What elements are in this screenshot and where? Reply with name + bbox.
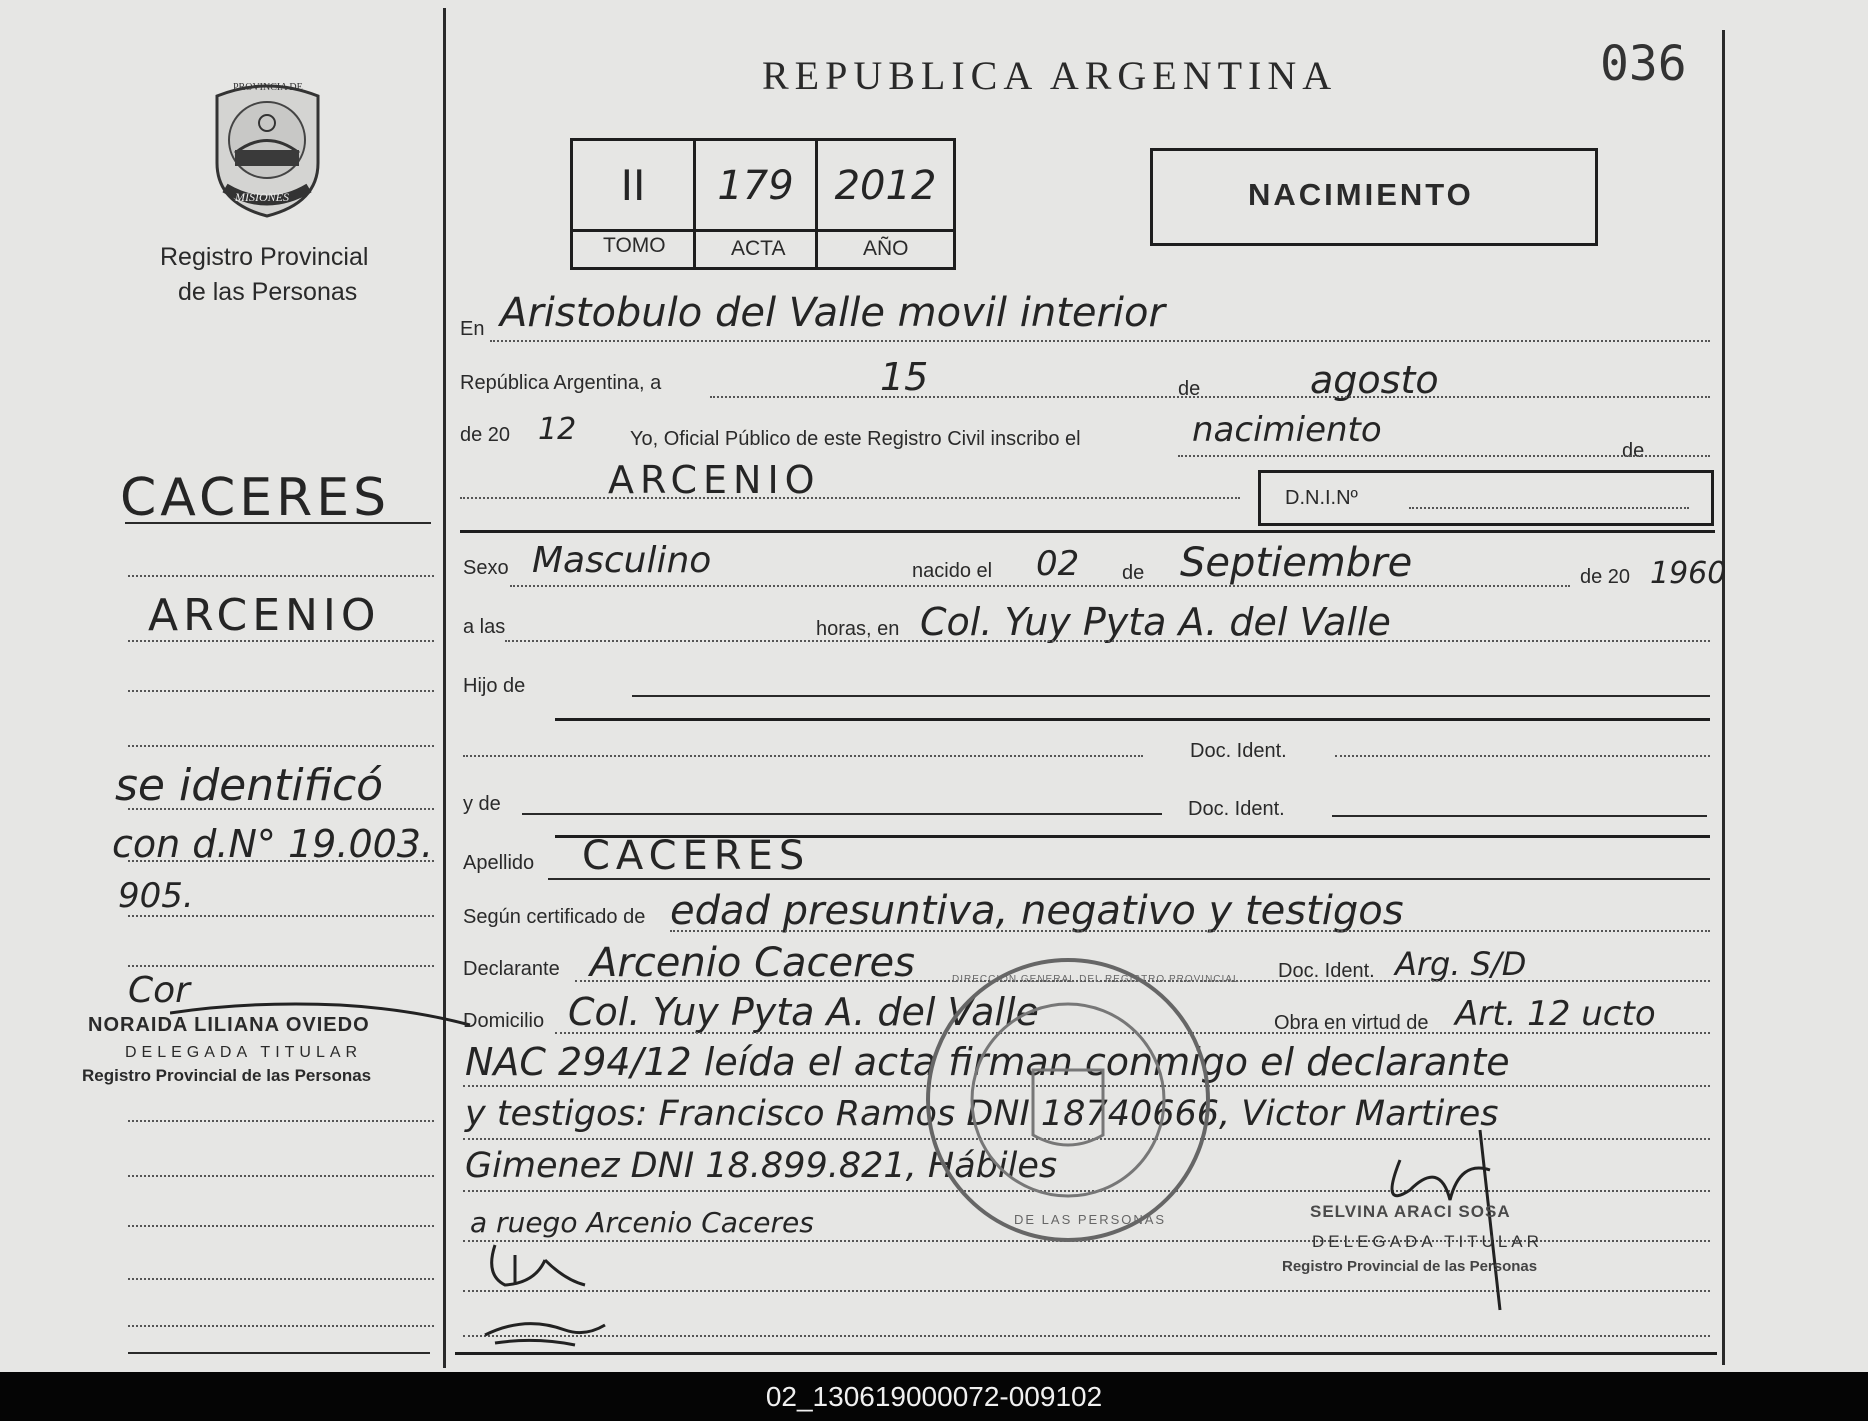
- seal-text-top: DIRECCION GENERAL DEL REGISTRO PROVINCIAL: [952, 974, 1240, 985]
- tomo-label: TOMO: [603, 234, 666, 257]
- month-value: agosto: [1310, 358, 1439, 402]
- margin-note-line3: 905.: [118, 876, 194, 916]
- dni-box: [1258, 470, 1714, 526]
- emblem-lettering-bottom: MISIONES: [235, 190, 289, 204]
- registry-name-line1: Registro Provincial: [160, 243, 369, 271]
- delegate-org: Registro Provincial de las Personas: [82, 1066, 372, 1085]
- registry-seal: [918, 950, 1240, 1250]
- acta-value: 179: [717, 163, 794, 209]
- apellido-label: Apellido: [463, 852, 535, 874]
- official-name: SELVINA ARACI SOSA: [1310, 1202, 1511, 1221]
- a-las-label: a las: [463, 616, 506, 638]
- doc-ident-label-2: Doc. Ident.: [1188, 798, 1285, 820]
- segun-label: Según certificado de: [463, 906, 646, 928]
- place-value: Aristobulo del Valle movil interior: [500, 290, 1165, 336]
- birth-day-value: 02: [1036, 544, 1080, 584]
- folio-number: 036: [1600, 36, 1687, 92]
- republica-label: República Argentina, a: [460, 372, 662, 394]
- declarante-signature: [475, 1225, 615, 1355]
- obra-label: Obra en virtud de: [1274, 1012, 1429, 1034]
- anio-label: AÑO: [863, 237, 909, 260]
- margin-divider: [443, 8, 446, 1368]
- delegate-title: DELEGADA TITULAR: [125, 1044, 363, 1061]
- birth-month-value: Septiembre: [1180, 540, 1413, 586]
- margin-given-name: ARCENIO: [148, 590, 381, 641]
- hijo-de-label: Hijo de: [463, 675, 526, 697]
- obra-value: Art. 12 ucto: [1455, 994, 1656, 1034]
- tomo-value: II: [620, 161, 646, 210]
- apellido-value: CACERES: [582, 833, 811, 879]
- dni-label: D.N.I.Nº: [1285, 487, 1358, 509]
- anio-value: 2012: [834, 163, 937, 209]
- declarante-value: Arcenio Caceres: [590, 940, 915, 986]
- event-value: nacimiento: [1192, 410, 1382, 450]
- registry-name-line2: de las Personas: [178, 278, 358, 306]
- text-line-2: y testigos: Francisco Ramos DNI 18740666, Victor Martires: [465, 1094, 1499, 1134]
- filename-label: 02_130619000072-009102: [765, 1381, 1103, 1412]
- text-line-3: Gimenez DNI 18.899.821, Hábiles: [465, 1146, 1058, 1186]
- official-org: Registro Provincial de las Personas: [1282, 1258, 1538, 1275]
- seal-text-bottom: DE LAS PERSONAS: [1014, 1212, 1167, 1227]
- delegate-name: NORAIDA LILIANA OVIEDO: [88, 1014, 370, 1036]
- day-value: 15: [880, 355, 929, 399]
- emblem-lettering-top: PROVINCIA DE: [233, 82, 303, 93]
- country-title: REPUBLICA ARGENTINA: [762, 53, 1338, 98]
- year-suffix-value: 12: [538, 412, 577, 447]
- margin-surname: CACERES: [120, 468, 391, 528]
- inscribe-text: Yo, Oficial Público de este Registro Civil inscribo el: [630, 428, 1081, 450]
- de-label-2: de: [1622, 440, 1645, 462]
- record-type: NACIMIENTO: [1248, 177, 1474, 212]
- doc-ident-label-1: Doc. Ident.: [1190, 740, 1287, 762]
- sexo-label: Sexo: [463, 557, 509, 579]
- sexo-value: Masculino: [532, 540, 712, 581]
- de-label: de: [1178, 378, 1201, 400]
- record-number-box: [570, 138, 956, 270]
- birth-year-value: 1960: [1650, 556, 1727, 591]
- birth-de-label: de: [1122, 562, 1145, 584]
- year-prefix-label: de 20: [460, 424, 511, 446]
- text-line-1: NAC 294/12 leída el acta firman conmigo el declarante: [465, 1040, 1510, 1084]
- misiones-emblem: [205, 78, 330, 218]
- official-title: DELEGADA TITULAR: [1312, 1232, 1543, 1251]
- certificado-value: edad presuntiva, negativo y testigos: [670, 888, 1404, 934]
- domicilio-value: Col. Yuy Pyta A. del Valle: [568, 990, 1039, 1034]
- nacido-label: nacido el: [912, 560, 993, 582]
- declarante-doc-value: Arg. S/D: [1395, 945, 1527, 983]
- right-border: [1722, 30, 1725, 1365]
- y-de-label: y de: [463, 793, 501, 815]
- birth-place-value: Col. Yuy Pyta A. del Valle: [920, 600, 1391, 644]
- acta-label: ACTA: [731, 237, 786, 260]
- child-name-value: ARCENIO: [608, 458, 821, 502]
- margin-note-line2: con d.N° 19.003.: [112, 822, 434, 866]
- text-line-4: a ruego Arcenio Caceres: [470, 1206, 814, 1239]
- record-type-box: [1150, 148, 1598, 246]
- filename-bar: [0, 1372, 1868, 1421]
- domicilio-label: Domicilio: [463, 1010, 545, 1032]
- doc-ident-label-3: Doc. Ident.: [1278, 960, 1375, 982]
- margin-note-line1: se identificó: [115, 760, 384, 811]
- en-label: En: [460, 318, 485, 340]
- birth-year-label: de 20: [1580, 566, 1631, 588]
- declarante-label: Declarante: [463, 958, 560, 980]
- horas-label: horas, en: [816, 618, 900, 640]
- margin-initials: Cor: [128, 970, 190, 1011]
